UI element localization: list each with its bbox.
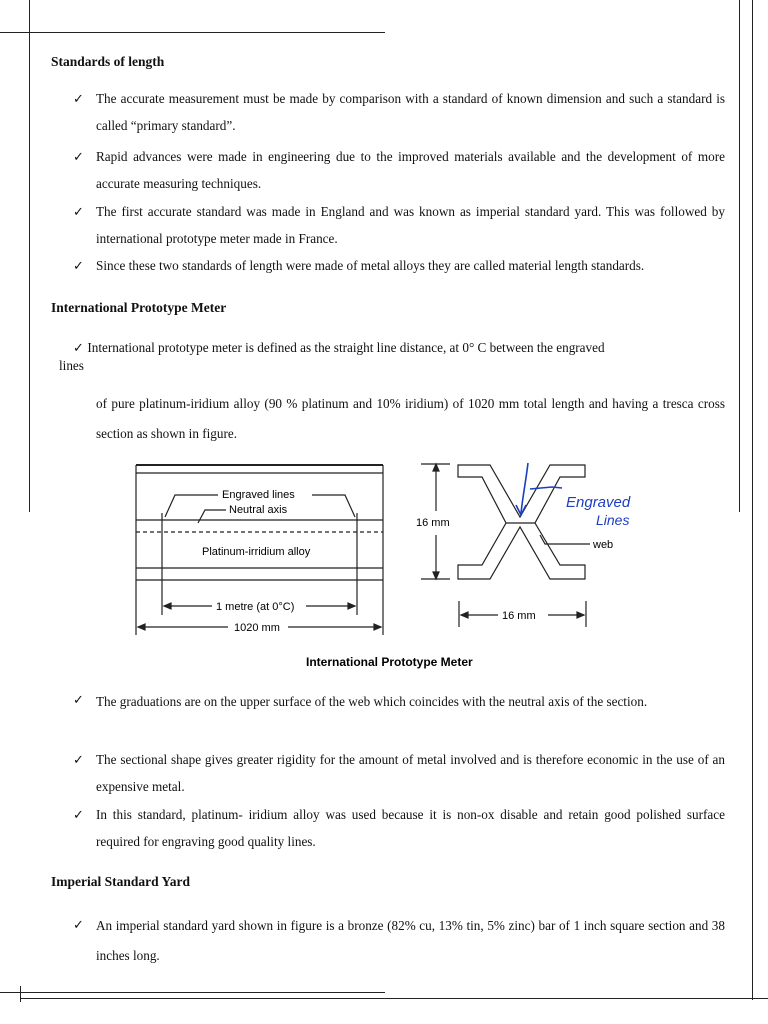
bullet-text: International prototype meter is defined as the straight line distance, at 0° C between the engraved — [87, 340, 605, 355]
bullet-wrap-line: lines — [59, 358, 84, 373]
check-icon: ✓ — [73, 692, 85, 707]
bullet-item — [73, 198, 725, 252]
bullet-text: Since these two standards of length were made of metal alloys they are called material length standards. — [96, 258, 645, 273]
bullet-item — [73, 686, 725, 718]
bullet-item — [73, 252, 725, 279]
label-width: 16 mm — [502, 610, 536, 622]
tresca-cross-section — [421, 464, 590, 627]
handwritten-annotation — [516, 463, 562, 515]
check-icon: ✓ — [73, 91, 85, 106]
heading-international-prototype-meter: International Prototype Meter — [51, 300, 227, 315]
label-engraved-lines: Engraved lines — [222, 489, 295, 501]
top-rule — [0, 32, 385, 33]
check-icon: ✓ — [73, 752, 85, 767]
label-neutral-axis: Neutral axis — [229, 504, 288, 516]
bullet-item — [73, 746, 725, 800]
bullet-item — [73, 801, 725, 855]
figure-caption: International Prototype Meter — [306, 655, 473, 669]
bullet-text: An imperial standard yard shown in figure is a bronze (82% cu, 13% tin, 5% zinc) bar of 1 inch square section and 38 inches long. — [96, 918, 725, 963]
bullet-continuation: of pure platinum-iridium alloy (90 % platinum and 10% iridium) of 1020 mm total length and having a tresca cross section as shown in figure. — [96, 396, 725, 441]
bullet-item — [73, 911, 725, 971]
check-icon: ✓ — [73, 917, 85, 932]
bullet-text: The first accurate standard was made in England and was known as imperial standard yard. This was followed by international prototype meter made in France. — [96, 204, 725, 246]
bullet-first-line — [73, 339, 733, 357]
check-icon: ✓ — [73, 807, 85, 822]
label-height: 16 mm — [416, 517, 450, 529]
label-total-length: 1020 mm — [234, 622, 280, 634]
check-icon: ✓ — [73, 258, 85, 273]
bullet-item — [73, 143, 725, 197]
bullet-text: The sectional shape gives greater rigidity for the amount of metal involved and is therefore economic in the use of an expensive metal. — [96, 752, 725, 794]
hand-note-lines: Lines — [596, 512, 630, 528]
label-metre: 1 metre (at 0°C) — [216, 601, 295, 613]
border-left-top — [29, 0, 30, 512]
hand-note-engraved: Engraved — [566, 494, 631, 511]
bottom-rule-2 — [20, 998, 768, 999]
border-right-top — [739, 0, 740, 512]
bullet-item — [73, 85, 725, 139]
bullet-text: The accurate measurement must be made by comparison with a standard of known dimension and such a standard is called “primary standard”. — [96, 91, 725, 133]
bullet-text: Rapid advances were made in engineering due to the improved materials available and the development of more accurate measuring techniques. — [96, 149, 725, 191]
check-icon: ✓ — [73, 340, 85, 355]
check-icon: ✓ — [73, 149, 85, 164]
heading-imperial-standard-yard: Imperial Standard Yard — [51, 874, 191, 889]
bullet-text: In this standard, platinum- iridium alloy was used because it is non-ox disable and retain good polished surface required for engraving good quality lines. — [96, 807, 725, 849]
label-web: web — [593, 539, 614, 551]
bullet-text: The graduations are on the upper surface of the web which coincides with the neutral axis of the section. — [96, 694, 648, 709]
heading-standards-of-length: Standards of length — [51, 54, 165, 69]
bottom-rule — [0, 992, 385, 993]
border-left-bottom — [20, 986, 21, 1002]
prototype-meter-figure — [0, 455, 768, 685]
check-icon: ✓ — [73, 204, 85, 219]
label-alloy: Platinum-irridium alloy — [202, 546, 311, 558]
